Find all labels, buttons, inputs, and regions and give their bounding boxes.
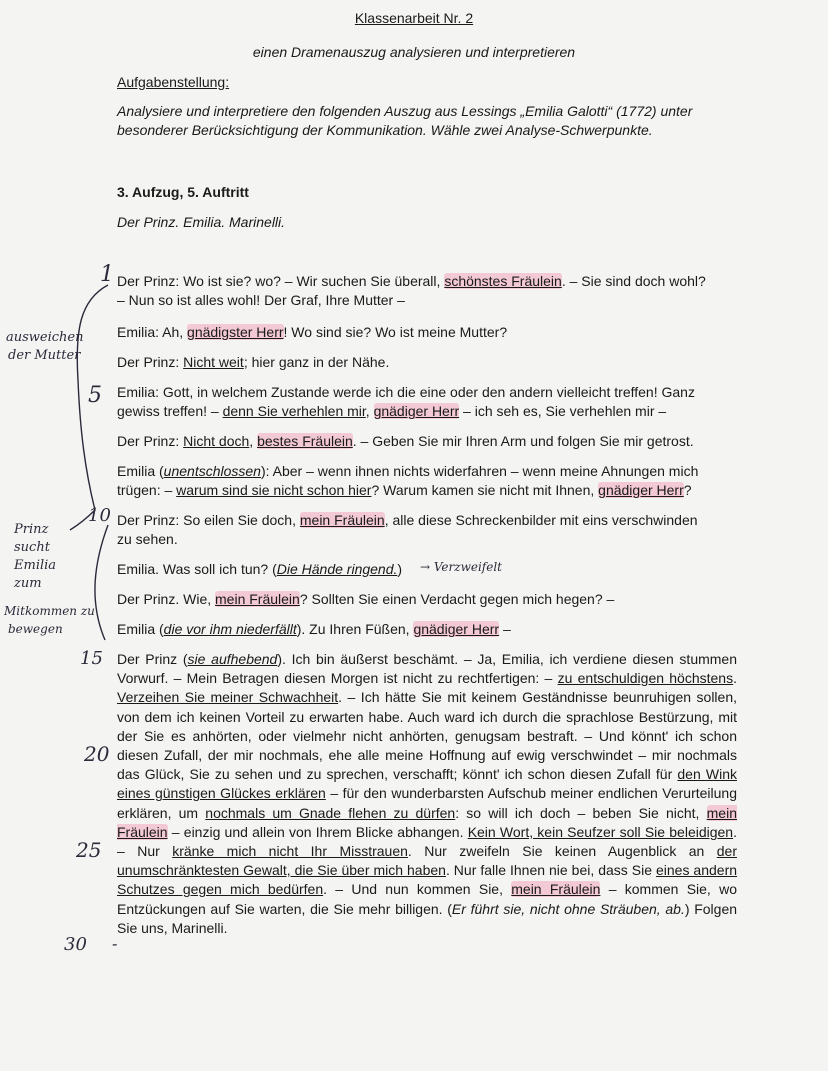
highlight: mein Fräulein	[299, 512, 385, 528]
line-number-1: 1	[100, 262, 114, 287]
underline: eines andern Schutzes gegen mich bedürfen	[117, 862, 738, 898]
underline: nochmals um Gnade flehen zu dürfen	[205, 804, 456, 821]
text: . – Geben Sie mir Ihren Arm und folgen Sie mir getrost.	[352, 433, 694, 449]
highlight: bestes Fräulein	[257, 433, 353, 449]
underline: Verzeihen Sie meiner Schwachheit	[117, 689, 339, 706]
line-number-10: 10	[88, 505, 111, 526]
text: Der Prinz. Wie,	[117, 591, 216, 607]
underline: kränke mich nicht Ihr Misstrauen	[172, 843, 408, 860]
text: Der Prinz:	[117, 433, 184, 449]
highlight: mein Fräulein	[511, 881, 601, 898]
task-heading: Aufgabenstellung:	[117, 74, 230, 90]
text: Der Prinz (	[117, 651, 188, 667]
highlight: gnädiger Herr	[413, 621, 500, 637]
highlight: gnädiger Herr	[598, 482, 684, 498]
inline-note-verzweifelt: → Verzweifelt	[420, 560, 503, 574]
scene-title: 3. Aufzug, 5. Auftritt	[117, 184, 249, 200]
text: . – Nur	[117, 823, 737, 860]
text: .	[733, 670, 737, 687]
task-text: Analysiere und interpretiere den folgenden Auszug aus Lessings „Emilia Galotti“ (1772) unter besonderer Berücksichtigung der Kommunikation. Wähle zwei Analyse-Schwerpunkte.	[117, 103, 693, 138]
highlight: mein Fräulein	[215, 591, 300, 607]
margin-note-2b: sucht	[14, 540, 50, 555]
text: Emilia (	[117, 621, 164, 637]
text: : so will ich doch – beben Sie nicht,	[455, 804, 707, 821]
text: Der Prinz: So eilen Sie doch,	[117, 512, 300, 528]
text: . – Sie sind doch wohl?	[561, 273, 706, 289]
stage-direction: die vor ihm niederfällt	[163, 621, 297, 637]
margin-note-2c: Emilia	[14, 558, 57, 573]
underline: warum sind sie nicht schon hier	[176, 482, 372, 498]
text: –	[499, 621, 511, 637]
text: Emilia. Was soll ich tun? (	[117, 561, 277, 577]
margin-note-2a: Prinz	[14, 522, 49, 537]
stage-direction: Er führt sie, nicht ohne Sträuben, ab.	[451, 900, 685, 917]
stage-direction: unentschlossen	[163, 463, 261, 479]
margin-note-2e: Mitkommen zu	[4, 604, 95, 618]
line-number-15: 15	[80, 648, 103, 669]
margin-note-1a: ausweichen	[6, 330, 84, 345]
stage-direction: Die Hände ringend.	[276, 561, 398, 577]
text: ,	[365, 403, 374, 419]
text: – ich seh es, Sie verhehlen mir –	[459, 403, 667, 419]
line-number-30: 30	[64, 934, 87, 955]
margin-note-1b: der Mutter	[8, 348, 81, 363]
line-number-20: 20	[84, 742, 110, 766]
text: . Nur falle Ihnen nie bei, dass Sie	[445, 862, 656, 879]
underline: den Wink eines günstigen Glückes erklären	[117, 766, 737, 802]
text: . – Ich hätte Sie mit keinem Geständnisse beunruhigen sollen, von dem ich keinen Vorteil zu erwarten habe. Auch ward ich durch die sprachlose Bestürzung, mit der Sie es anhörten, oder vielmehr nicht anhörten, genugsam bestraft. – Und könnt' ich schon diesen Zufall, der mir nochmals, ehe alle meine Hoffnung auf ewig verschwindet – mir nochmals das Glück, Sie zu sehen und zu sprechen, verschafft; könnt' ich schon diesen Zufall für	[117, 689, 738, 783]
exam-subtitle: einen Dramenauszug analysieren und interpretieren	[252, 44, 576, 60]
text: – einzig und allein von Ihrem Blicke abhangen.	[167, 823, 468, 840]
stage-direction: sie aufhebend	[187, 651, 278, 667]
text: Emilia: Ah,	[117, 324, 188, 340]
text: , alle diese Schreckenbilder mit eins verschwinden	[384, 512, 698, 528]
highlight: gnädigster Herr	[187, 324, 284, 340]
text: – für den wunderbarsten Aufschub meiner endlichen Verurteilung erklären, um	[117, 785, 737, 821]
text: ? Warum kamen sie nicht mit Ihnen,	[371, 482, 599, 498]
underline: der unumschränktesten Gewalt, die Sie über mich haben	[117, 843, 737, 879]
highlight: mein Fräulein	[117, 804, 737, 840]
exam-title: Klassenarbeit Nr. 2	[354, 10, 474, 26]
text: ! Wo sind sie? Wo ist meine Mutter?	[283, 324, 508, 340]
text: – kommen Sie, wo Entzückungen auf Sie warten, die Sie mehr billigen. (	[117, 881, 737, 917]
text: Der Prinz: Wo ist sie? wo? – Wir suchen Sie überall,	[117, 273, 445, 289]
line-30-dash: -	[112, 934, 118, 953]
text: ). Zu Ihren Füßen,	[296, 621, 414, 637]
line-number-25: 25	[76, 838, 102, 862]
underline: Kein Wort, kein Seufzer soll Sie beleidigen	[467, 823, 734, 840]
highlight: gnädiger Herr	[373, 403, 460, 419]
dialogue-line-11: zu sehen.	[117, 531, 178, 547]
dialogue-line-5: Emilia: Gott, in welchem Zustande werde ich die eine oder den andern vielleicht treffen! Ganz	[117, 384, 695, 400]
text: Der Prinz:	[117, 354, 184, 370]
text: ?	[683, 482, 692, 498]
text: ): Aber – wenn ihnen nichts widerfahren – wenn meine Ahnungen mich	[260, 463, 699, 479]
text: trügen: –	[117, 482, 177, 498]
text: )	[397, 561, 403, 577]
margin-note-2f: bewegen	[8, 622, 63, 636]
underline: denn Sie verhehlen mir	[222, 403, 366, 419]
text: gewiss treffen! –	[117, 403, 223, 419]
text: ? Sollten Sie einen Verdacht gegen mich hegen? –	[299, 591, 615, 607]
text: ; hier ganz in der Nähe.	[243, 354, 390, 370]
dialogue-line-2: – Nun so ist alles wohl! Der Graf, Ihre Mutter –	[117, 292, 405, 308]
text: ). Ich bin äußerst beschämt. – Ja, Emilia, ich verdiene diesen stummen Vorwurf. – Mein Betragen diesen Morgen ist nicht zu rechtfertigen: –	[117, 651, 738, 687]
highlight: schönstes Fräulein	[444, 273, 562, 289]
text: . – Und nun kommen Sie,	[323, 881, 512, 898]
text: ,	[249, 433, 258, 449]
underline: Nicht doch	[183, 433, 250, 449]
line-number-5: 5	[88, 383, 102, 408]
underline: zu entschuldigen höchstens	[557, 670, 734, 687]
text: . Nur zweifeln Sie keinen Augenblick an	[407, 843, 717, 860]
scene-persons: Der Prinz. Emilia. Marinelli.	[117, 214, 286, 230]
text: Emilia (	[117, 463, 164, 479]
text: ) Folgen Sie uns, Marinelli.	[117, 900, 738, 936]
underline: Nicht weit	[183, 354, 244, 370]
margin-note-2d: zum	[14, 576, 42, 591]
